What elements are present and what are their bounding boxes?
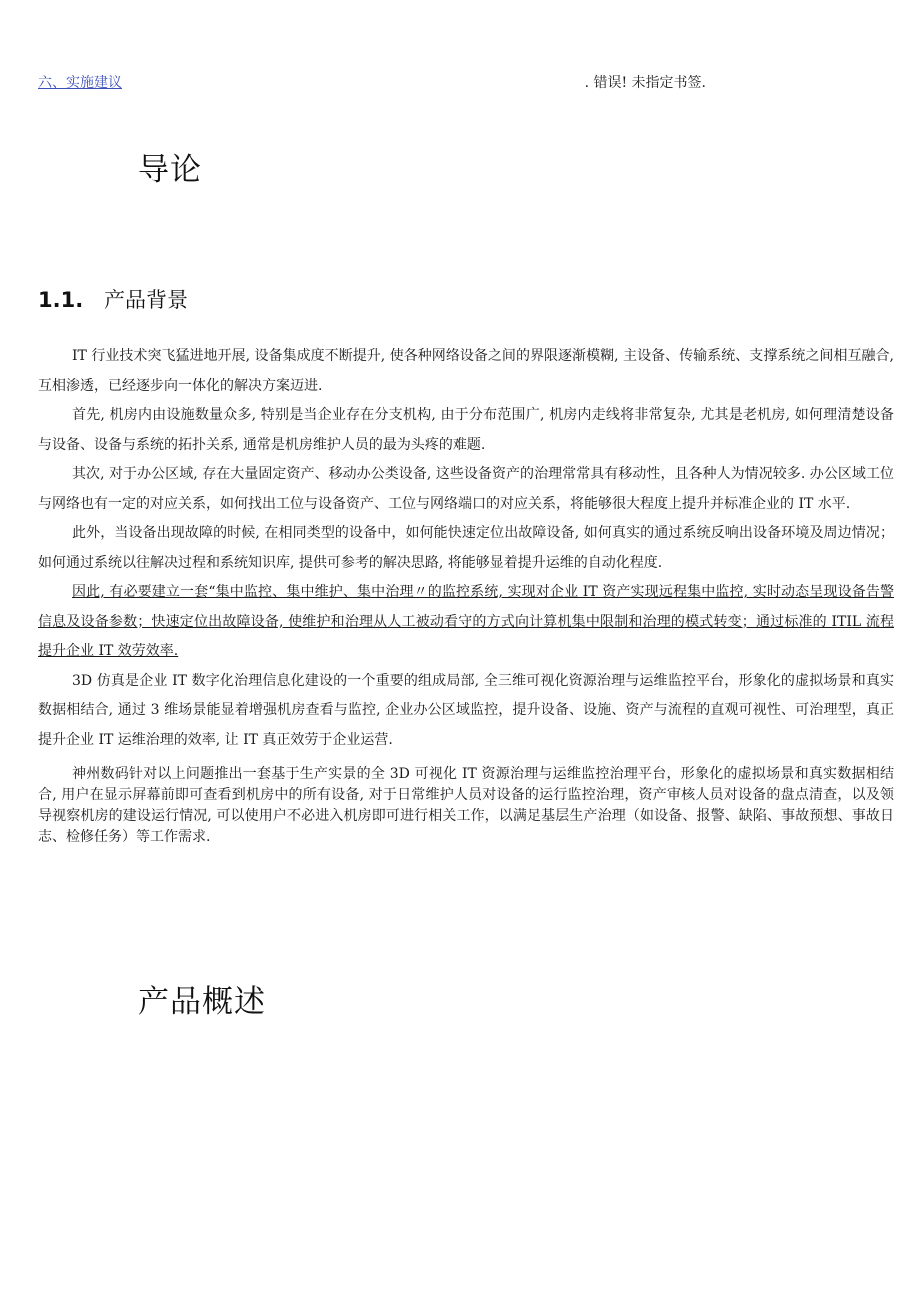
chapter-title-product-overview: 产品概述 — [138, 984, 266, 1020]
section-heading-product-background — [38, 284, 188, 314]
paragraph-first-point: 首先, 机房内由设施数量众多, 特别是当企业存在分支机构, 由于分布范围广, 机房内走线将非常复杂, 尤其是老机房, 如何理清楚设备与设备、设备与系统的拓扑关系, 通常是机房维护人员的最为头疼的难题. — [38, 407, 894, 453]
paragraph-conclusion-underlined: 因此, 有必要建立一套“集中监控、集中维护、集中治理〃的监控系统, 实现对企业 IT 资产实现远程集中监控, 实时动态呈现设备告警信息及设备参数；快速定位出故障设备, 使维护和治理从人工被动看守的方式向计算机集中限制和治理的模式转变；通过标准的 ITIL 流程提升企业 IT 效劳效率. — [38, 584, 894, 659]
toc-page-reference: . 错误! 未指定书签. — [584, 75, 706, 91]
section-number: 1.1. — [38, 288, 84, 312]
toc-entry — [38, 70, 706, 94]
paragraph-third-point: 此外，当设备出现故障的时候, 在相同类型的设备中，如何能快速定位出故障设备, 如何真实的通过系统反响出设备环境及周边情况；如何通过系统以往解决过程和系统知识库, 提供可参考的解决思路, 将能够显着提升运维的自动化程度. — [38, 525, 894, 571]
paragraph-3d-simulation: 3D 仿真是企业 IT 数字化治理信息化建设的一个重要的组成局部, 全三维可视化资源治理与运维监控平台，形象化的虚拟场景和真实数据相结合, 通过 3 维场景能显着增强机房查看与监控, 企业办公区域监控，提升设备、设施、资产与流程的直观可视性、可治理型，真正提升企业 IT 运维治理的效率, 让 IT 真正效劳于企业运营. — [38, 672, 894, 748]
chapter-title-introduction: 导论 — [138, 152, 202, 188]
paragraph-digital-china-solution: 神州数码针对以上问题推出一套基于生产实景的全 3D 可视化 IT 资源治理与运维监控治理平台，形象化的虚拟场景和真实数据相结合, 用户在显示屏幕前即可查看到机房中的所有设备, 对于日常维护人员对设备的运行监控治理，资产审核人员对设备的盘点清查，以及领导视察机房的建设运行情况, 可以使用户不必进入机房即可进行相关工作，以满足基层生产治理（如设备、报警、缺陷、事故预想、事故日志、检修任务）等工作需求. — [38, 766, 894, 845]
section-title-text: 产品背景 — [104, 288, 188, 312]
body-text — [38, 342, 894, 848]
paragraph-industry-trend: IT 行业技术突飞猛进地开展, 设备集成度不断提升, 使各种网络设备之间的界限逐渐模糊, 主设备、传输系统、支撑系统之间相互融合, 互相渗透，已经逐步向一体化的解决方案迈进. — [38, 348, 894, 394]
paragraph-second-point: 其次, 对于办公区域, 存在大量固定资产、移动办公类设备, 这些设备资产的治理常常具有移动性，且各种人为情况较多. 办公区域工位与网络也有一定的对应关系，如何找出工位与设备资产、工位与网络端口的对应关系，将能够很大程度上提升并标准企业的 IT 水平. — [38, 466, 894, 512]
toc-link-implementation-suggestions[interactable]: 六、实施建议 — [38, 75, 122, 91]
